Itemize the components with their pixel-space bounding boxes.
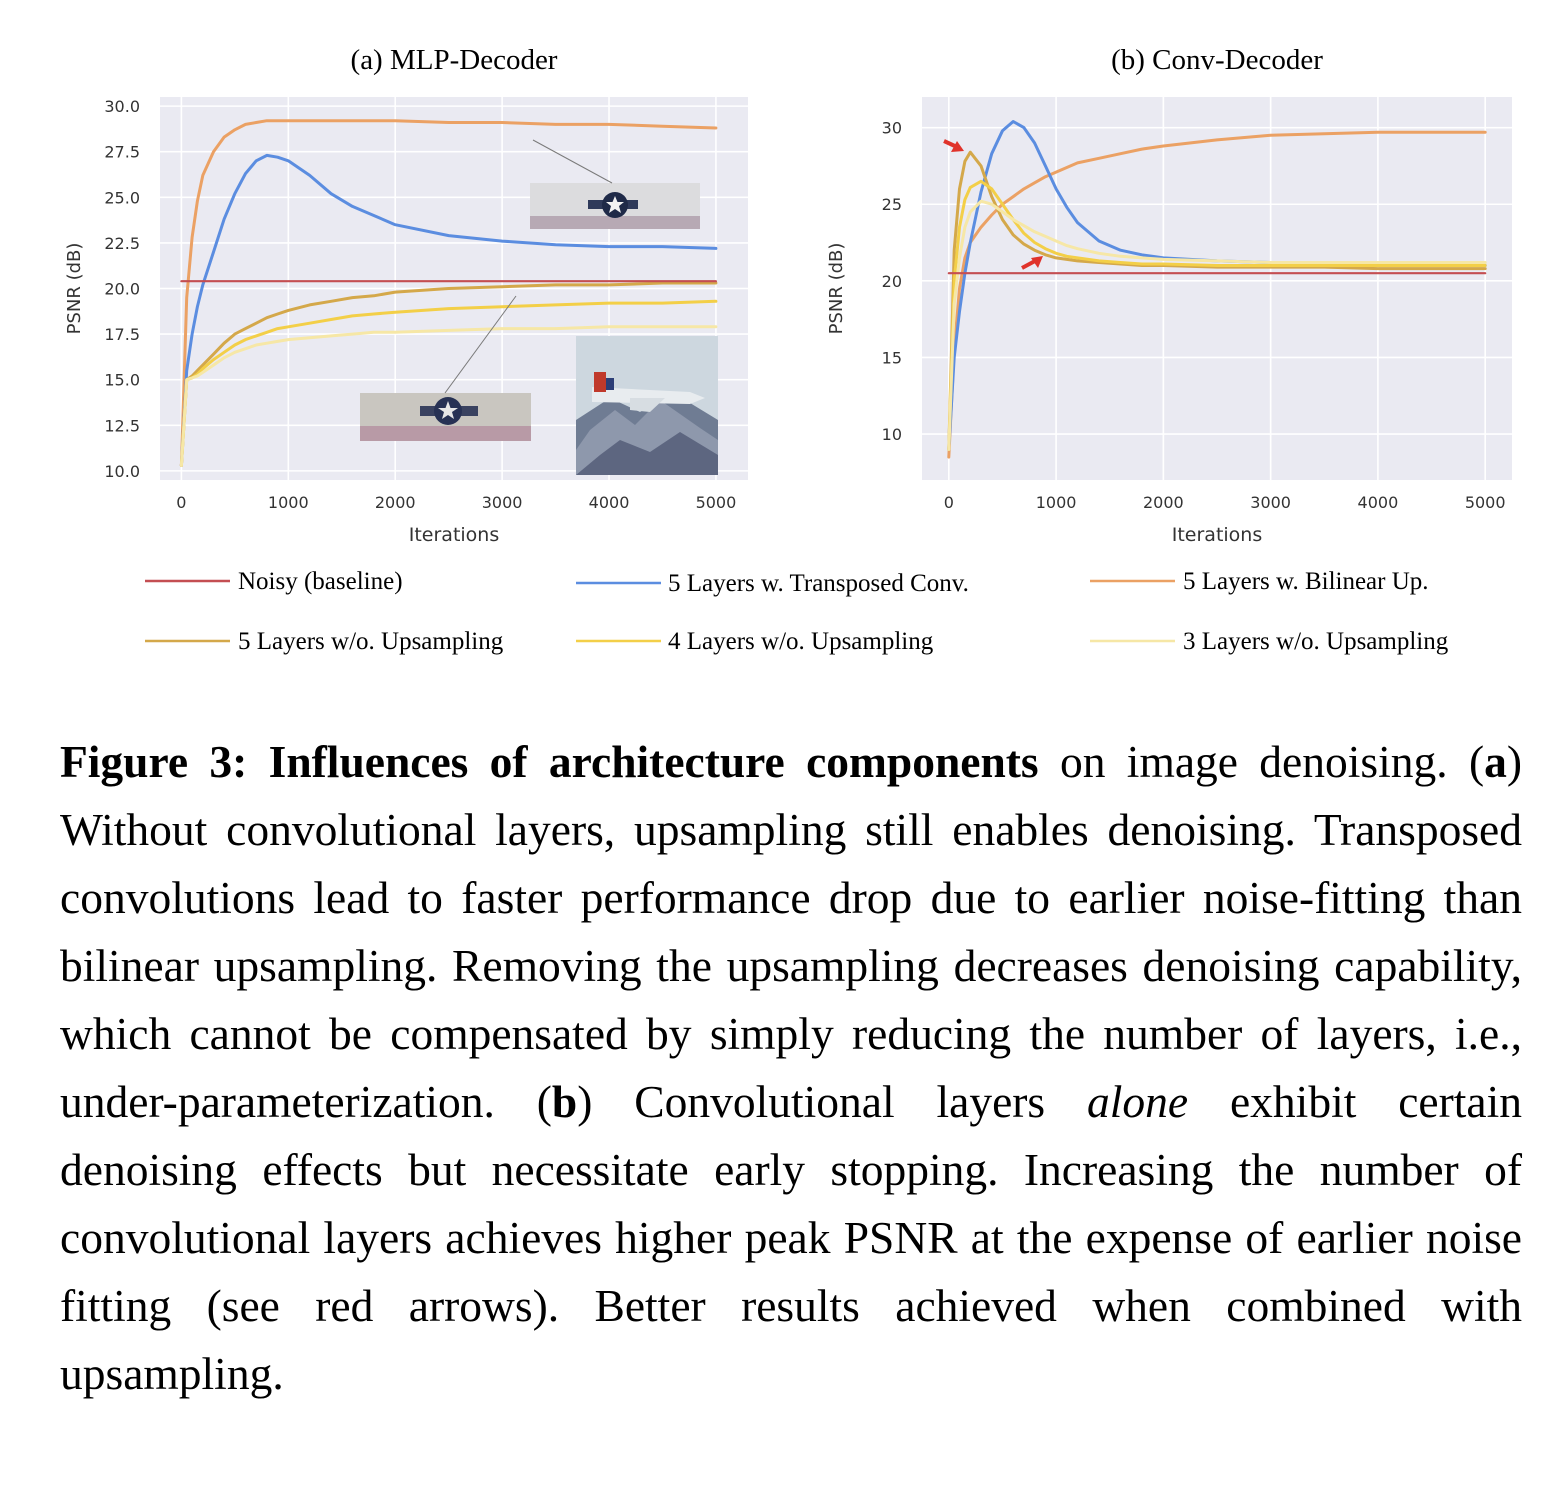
legend-label: 5 Layers w. Bilinear Up. — [1183, 568, 1429, 595]
legend-label: 5 Layers w/o. Upsampling — [238, 628, 504, 655]
inset-denoised-crop — [530, 183, 700, 229]
x-tick-label: 0 — [176, 493, 187, 512]
caption-text: on image denoising. ( — [1038, 736, 1485, 787]
y-tick-label: 10.0 — [104, 461, 140, 481]
inset-noisy-crop — [360, 393, 531, 441]
plot-area — [922, 97, 1512, 480]
caption-text: exhibit certain denoising effects but necessitate early stopping. Increasing the number of convolutional layers achieves higher peak PSNR at the expense of earlier noise fitting (see red arrows). Better results achieved when combined with upsampling. — [60, 1076, 1522, 1399]
legend — [145, 568, 1449, 655]
x-axis-label: Iterations — [1171, 524, 1263, 546]
x-tick-label: 0 — [943, 493, 954, 512]
caption-title: Influences of architecture components — [268, 736, 1039, 787]
panel-ref-a: a — [1484, 736, 1507, 787]
x-axis-label: Iterations — [408, 524, 500, 546]
legend-label: 3 Layers w/o. Upsampling — [1183, 628, 1449, 655]
y-tick-label: 20.0 — [104, 279, 140, 299]
y-tick-label: 30 — [881, 118, 902, 138]
x-tick-label: 4000 — [588, 493, 630, 512]
figure — [0, 0, 1544, 680]
x-tick-label: 5000 — [695, 493, 737, 512]
inset-airplane-photo — [576, 336, 718, 475]
y-tick-label: 25.0 — [104, 188, 140, 208]
y-axis-label: PSNR (dB) — [64, 242, 85, 335]
x-tick-label: 2000 — [1143, 493, 1184, 512]
y-tick-label: 20 — [881, 271, 902, 291]
y-tick-label: 17.5 — [104, 325, 140, 345]
y-tick-label: 15 — [881, 348, 902, 368]
y-tick-label: 22.5 — [104, 233, 140, 253]
y-axis-label: PSNR (dB) — [826, 242, 847, 335]
y-tick-label: 27.5 — [104, 142, 140, 162]
legend-label: Noisy (baseline) — [238, 568, 403, 595]
panel-ref-b: b — [551, 1076, 578, 1127]
y-tick-label: 10 — [881, 425, 902, 445]
y-tick-label: 12.5 — [104, 416, 140, 436]
x-tick-label: 5000 — [1464, 493, 1506, 512]
y-tick-label: 30.0 — [104, 97, 140, 117]
x-tick-label: 3000 — [481, 493, 523, 512]
x-tick-label: 4000 — [1357, 493, 1399, 512]
legend-label: 4 Layers w/o. Upsampling — [668, 628, 934, 655]
chart-conv-decoder — [826, 44, 1512, 546]
y-tick-label: 25 — [881, 195, 902, 215]
legend-label: 5 Layers w. Transposed Conv. — [668, 570, 969, 597]
chart-title: (b) Conv-Decoder — [1111, 44, 1323, 76]
caption-text: ) Without convolutional layers, upsampling still enables denoising. Transposed convolutions lead to faster performance drop due to earlier noise-fitting than bilinear upsampling. Removing the upsampling decreases denoising capability, which cannot be compensated by simply reducing the number of layers, i.e., under-parameterization. ( — [60, 736, 1523, 1127]
y-tick-label: 15.0 — [104, 370, 140, 390]
x-tick-label: 1000 — [267, 493, 309, 512]
figure-number: Figure 3: — [60, 736, 248, 787]
figure-caption — [60, 728, 1522, 1408]
x-tick-label: 1000 — [1035, 493, 1077, 512]
x-tick-label: 2000 — [374, 493, 416, 512]
caption-emphasis: alone — [1087, 1076, 1189, 1127]
caption-text: ) Convolutional layers — [577, 1076, 1088, 1127]
chart-title: (a) MLP-Decoder — [350, 44, 558, 76]
x-tick-label: 3000 — [1250, 493, 1291, 512]
